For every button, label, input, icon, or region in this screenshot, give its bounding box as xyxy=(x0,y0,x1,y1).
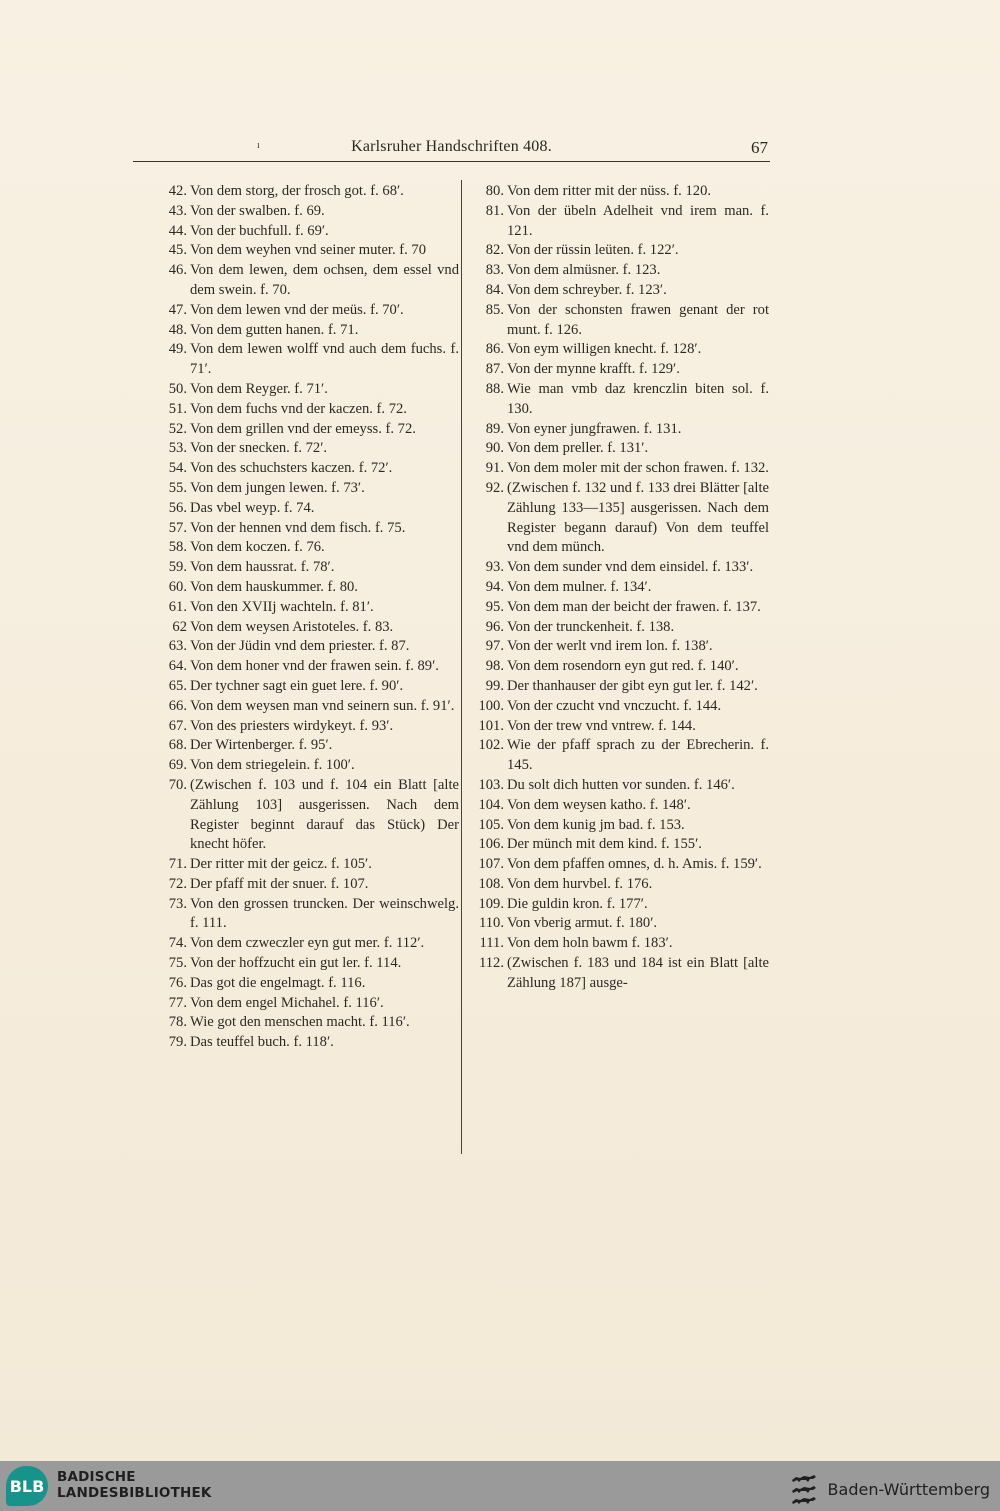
list-item xyxy=(466,301,769,341)
list-item xyxy=(155,1013,459,1033)
list-item xyxy=(466,360,769,380)
list-item xyxy=(155,301,459,321)
item-number: 47. xyxy=(168,301,187,318)
list-item xyxy=(155,420,459,440)
list-item xyxy=(155,637,459,657)
item-text: Von dem mulner. f. 134′. xyxy=(507,578,652,595)
item-number: 92. xyxy=(485,479,504,496)
item-text: Von dem lewen, dem ochsen, dem essel vnd dem swein. f. 70. xyxy=(190,262,459,298)
list-item xyxy=(155,736,459,756)
list-item xyxy=(466,340,769,360)
list-item xyxy=(155,380,459,400)
item-text: Von vberig armut. f. 180′. xyxy=(507,915,658,932)
item-text: Von dem koczen. f. 76. xyxy=(190,539,325,556)
item-number: 60. xyxy=(168,578,187,595)
item-text: Von dem hurvbel. f. 176. xyxy=(507,875,653,892)
item-number: 81. xyxy=(485,202,504,219)
item-text: Von der buchfull. f. 69′. xyxy=(190,222,329,239)
item-text: Das vbel weyp. f. 74. xyxy=(190,499,315,516)
item-number: 91. xyxy=(485,460,504,477)
item-text: Von eyner jungfrawen. f. 131. xyxy=(507,420,682,437)
list-item xyxy=(155,855,459,875)
item-number: 112. xyxy=(479,955,504,972)
list-item xyxy=(466,954,769,994)
item-text: Von dem preller. f. 131′. xyxy=(507,440,649,457)
item-text: Von der werlt vnd irem lon. f. 138′. xyxy=(507,638,713,655)
item-number: 50. xyxy=(168,380,187,397)
item-number: 49. xyxy=(168,341,187,358)
item-number: 83. xyxy=(485,262,504,279)
item-number: 71. xyxy=(168,856,187,873)
item-number: 68. xyxy=(168,737,187,754)
item-text: Von eym willigen knecht. f. 128′. xyxy=(507,341,702,358)
list-item xyxy=(155,954,459,974)
library-name-line1: BADISCHE xyxy=(57,1469,136,1485)
left-column xyxy=(155,182,459,1053)
item-number: 107. xyxy=(478,856,504,873)
list-item xyxy=(155,459,459,479)
list-item xyxy=(466,855,769,875)
item-number: 72. xyxy=(168,875,187,892)
list-item xyxy=(466,914,769,934)
list-item xyxy=(155,519,459,539)
list-item xyxy=(466,202,769,242)
list-item xyxy=(155,261,459,301)
item-text: Die guldin kron. f. 177′. xyxy=(507,895,648,912)
item-text: Von dem weysen katho. f. 148′. xyxy=(507,796,691,813)
state-logo[interactable] xyxy=(790,1473,990,1506)
item-text: Von dem gutten hanen. f. 71. xyxy=(190,321,359,338)
item-number: 102. xyxy=(478,737,504,754)
list-item xyxy=(155,439,459,459)
item-text: Von dem weysen man vnd seinern sun. f. 91′. xyxy=(190,697,455,714)
list-item xyxy=(155,934,459,954)
item-text: (Zwischen f. 132 und f. 133 drei Blätter [alte Zählung 133—135] ausgerissen. Nach dem Register begann darauf) Von dem teuffel vnd dem münch. xyxy=(507,479,769,556)
list-item xyxy=(466,657,769,677)
item-text: Von dem jungen lewen. f. 73′. xyxy=(190,479,365,496)
item-text: Du solt dich hutten vor sunden. f. 146′. xyxy=(507,776,735,793)
item-text: Von den XVIIj wachteln. f. 81′. xyxy=(190,598,374,615)
item-text: Von dem hauskummer. f. 80. xyxy=(190,578,358,595)
item-number: 87. xyxy=(485,361,504,378)
item-text: Von dem schreyber. f. 123′. xyxy=(507,281,667,298)
list-item xyxy=(466,895,769,915)
item-text: Von der mynne krafft. f. 129′. xyxy=(507,361,680,378)
list-item xyxy=(155,618,459,638)
list-item xyxy=(466,182,769,202)
item-number: 110. xyxy=(479,915,504,932)
item-text: Wie got den menschen macht. f. 116′. xyxy=(190,1014,410,1031)
item-number: 46. xyxy=(168,262,187,279)
item-number: 111. xyxy=(479,935,504,952)
library-name-line2: LANDESBIBLIOTHEK xyxy=(57,1485,212,1501)
item-text: Von dem weysen Aristoteles. f. 83. xyxy=(190,618,394,635)
item-number: 76. xyxy=(168,974,187,991)
item-number: 78. xyxy=(168,1014,187,1031)
footer-bar xyxy=(0,1461,1000,1511)
item-number: 51. xyxy=(168,400,187,417)
item-number: 98. xyxy=(485,658,504,675)
item-text: Von dem czweczler eyn gut mer. f. 112′. xyxy=(190,935,425,952)
page-number: 67 xyxy=(751,138,768,157)
list-item xyxy=(466,420,769,440)
list-item xyxy=(155,875,459,895)
item-text: Von der übeln Adelheit vnd irem man. f. 121. xyxy=(507,202,769,239)
item-number: 99. xyxy=(485,677,504,694)
item-number: 96. xyxy=(485,618,504,635)
item-number: 48. xyxy=(168,321,187,338)
item-text: Von dem Reyger. f. 71′. xyxy=(190,380,328,397)
list-item xyxy=(155,241,459,261)
header-rule xyxy=(133,161,770,162)
list-item xyxy=(466,459,769,479)
item-number: 45. xyxy=(168,242,187,259)
list-item xyxy=(155,578,459,598)
item-number: 103. xyxy=(478,776,504,793)
item-text: Von dem kunig jm bad. f. 153. xyxy=(507,816,685,833)
item-number: 55. xyxy=(168,479,187,496)
item-text: Von dem holn bawm f. 183′. xyxy=(507,935,673,952)
item-number: 44. xyxy=(168,222,187,239)
list-item xyxy=(155,340,459,380)
item-number: 75. xyxy=(168,955,187,972)
item-text: Der münch mit dem kind. f. 155′. xyxy=(507,836,702,853)
item-text: Von dem ritter mit der nüss. f. 120. xyxy=(507,183,712,199)
item-number: 56. xyxy=(168,499,187,516)
header-mark: ı xyxy=(257,140,260,151)
item-number: 95. xyxy=(485,598,504,615)
list-item xyxy=(466,677,769,697)
item-text: Von der schonsten frawen genant der rot munt. f. 126. xyxy=(507,301,769,338)
item-number: 101. xyxy=(478,717,504,734)
list-item xyxy=(466,816,769,836)
item-number: 43. xyxy=(168,202,187,219)
item-number: 66. xyxy=(168,697,187,714)
item-number: 106. xyxy=(478,836,504,853)
item-text: Von dem almüsner. f. 123. xyxy=(507,262,661,279)
item-number: 100. xyxy=(478,697,504,714)
item-text: Das teuffel buch. f. 118′. xyxy=(190,1034,334,1051)
item-number: 88. xyxy=(485,380,504,397)
item-text: Der thanhauser der gibt eyn gut ler. f. 142′. xyxy=(507,677,758,694)
item-text: Von dem honer vnd der frawen sein. f. 89′. xyxy=(190,658,439,675)
item-number: 97. xyxy=(485,638,504,655)
item-number: 90. xyxy=(485,440,504,457)
item-text: Der Wirtenberger. f. 95′. xyxy=(190,737,333,754)
item-number: 105. xyxy=(478,816,504,833)
item-text: Von des priesters wirdykeyt. f. 93′. xyxy=(190,717,394,734)
list-item xyxy=(155,400,459,420)
list-item xyxy=(466,618,769,638)
list-item xyxy=(466,558,769,578)
item-text: (Zwischen f. 103 und f. 104 ein Blatt [alte Zählung 103] ausgerissen. Nach dem Register beginnt darauf das Stück) Der knecht höfer. xyxy=(190,776,459,853)
column-divider xyxy=(461,180,462,1154)
list-item xyxy=(155,717,459,737)
item-number: 69. xyxy=(168,757,187,774)
list-item xyxy=(466,261,769,281)
item-number: 84. xyxy=(485,281,504,298)
list-item xyxy=(466,439,769,459)
item-text: Wie man vmb daz krenczlin biten sol. f. 130. xyxy=(507,380,769,417)
list-item xyxy=(466,241,769,261)
item-number: 61. xyxy=(168,598,187,615)
item-text: Von dem engel Michahel. f. 116′. xyxy=(190,994,384,1011)
item-number: 86. xyxy=(485,341,504,358)
list-item xyxy=(466,835,769,855)
list-item xyxy=(155,222,459,242)
item-text: Der ritter mit der geicz. f. 105′. xyxy=(190,856,372,873)
list-item xyxy=(466,776,769,796)
state-name: Baden-Württemberg xyxy=(827,1480,990,1499)
item-text: Von der swalben. f. 69. xyxy=(190,202,325,219)
item-text: Von des schuchsters kaczen. f. 72′. xyxy=(190,460,393,477)
item-text: Wie der pfaff sprach zu der Ebrecherin. f. 145. xyxy=(507,737,769,774)
list-item xyxy=(155,895,459,935)
item-number: 70. xyxy=(168,776,187,793)
item-number: 93. xyxy=(485,559,504,576)
list-item xyxy=(466,697,769,717)
item-number: 82. xyxy=(485,242,504,259)
item-text: Der pfaff mit der snuer. f. 107. xyxy=(190,875,369,892)
item-number: 63. xyxy=(168,638,187,655)
list-item xyxy=(155,538,459,558)
list-item xyxy=(155,657,459,677)
list-item xyxy=(155,321,459,341)
item-number: 53. xyxy=(168,440,187,457)
item-number: 64. xyxy=(168,658,187,675)
item-text: Von dem sunder vnd dem einsidel. f. 133′. xyxy=(507,559,754,576)
item-number: 104. xyxy=(478,796,504,813)
list-item xyxy=(155,994,459,1014)
list-item xyxy=(466,380,769,420)
item-number: 80. xyxy=(485,183,504,199)
list-item xyxy=(155,558,459,578)
item-text: Von dem moler mit der schon frawen. f. 132. xyxy=(507,460,769,477)
blb-badge-text: BLB xyxy=(9,1476,45,1496)
list-item xyxy=(466,479,769,558)
item-text: Das got die engelmagt. f. 116. xyxy=(190,974,366,991)
library-name[interactable] xyxy=(57,1469,212,1501)
item-text: Der tychner sagt ein guet lere. f. 90′. xyxy=(190,677,404,694)
item-number: 42. xyxy=(168,183,187,199)
running-header xyxy=(133,138,770,160)
item-number: 62 xyxy=(172,618,187,635)
item-number: 67. xyxy=(168,717,187,734)
item-text: Von dem lewen wolff vnd auch dem fuchs. f. 71′. xyxy=(190,341,459,378)
item-number: 74. xyxy=(168,935,187,952)
list-item xyxy=(466,934,769,954)
item-number: 73. xyxy=(168,895,187,912)
list-item xyxy=(155,499,459,519)
item-number: 79. xyxy=(168,1034,187,1051)
item-text: Von der snecken. f. 72′. xyxy=(190,440,328,457)
item-text: Von dem pfaffen omnes, d. h. Amis. f. 159′. xyxy=(507,856,762,873)
item-text: Von dem fuchs vnd der kaczen. f. 72. xyxy=(190,400,407,417)
item-text: Von dem grillen vnd der emeyss. f. 72. xyxy=(190,420,416,437)
list-item xyxy=(466,736,769,776)
list-item xyxy=(155,202,459,222)
lions-crest-icon xyxy=(790,1473,818,1506)
list-item xyxy=(155,182,459,202)
item-number: 54. xyxy=(168,460,187,477)
item-text: (Zwischen f. 183 und 184 ist ein Blatt [alte Zählung 187] ausge- xyxy=(507,955,769,991)
blb-logo-icon[interactable] xyxy=(6,1466,48,1506)
item-text: Von dem striegelein. f. 100′. xyxy=(190,757,355,774)
item-text: Von dem storg, der frosch got. f. 68′. xyxy=(190,183,404,199)
list-item xyxy=(155,1033,459,1053)
item-number: 94. xyxy=(485,578,504,595)
right-column xyxy=(466,182,769,994)
item-number: 59. xyxy=(168,559,187,576)
list-item xyxy=(466,796,769,816)
item-text: Von dem lewen vnd der meüs. f. 70′. xyxy=(190,301,404,318)
item-text: Von der hennen vnd dem fisch. f. 75. xyxy=(190,519,406,536)
list-item xyxy=(155,756,459,776)
item-text: Von der Jüdin vnd dem priester. f. 87. xyxy=(190,638,410,655)
list-item xyxy=(466,875,769,895)
item-text: Von der hoffzucht ein gut ler. f. 114. xyxy=(190,955,402,972)
list-item xyxy=(466,281,769,301)
item-text: Von der rüssin leüten. f. 122′. xyxy=(507,242,679,259)
list-item xyxy=(155,598,459,618)
list-item xyxy=(155,974,459,994)
list-item xyxy=(466,717,769,737)
list-item xyxy=(155,776,459,855)
item-number: 89. xyxy=(485,420,504,437)
item-number: 77. xyxy=(168,994,187,1011)
item-number: 58. xyxy=(168,539,187,556)
item-text: Von der czucht vnd vnczucht. f. 144. xyxy=(507,697,722,714)
item-text: Von dem weyhen vnd seiner muter. f. 70 xyxy=(190,242,427,259)
header-title: Karlsruher Handschriften 408. xyxy=(351,138,552,155)
list-item xyxy=(466,598,769,618)
item-text: Von den grossen truncken. Der weinschwelg. f. 111. xyxy=(190,895,459,932)
item-number: 65. xyxy=(168,677,187,694)
item-number: 109. xyxy=(478,895,504,912)
list-item xyxy=(466,578,769,598)
item-number: 57. xyxy=(168,519,187,536)
list-item xyxy=(155,697,459,717)
list-item xyxy=(155,677,459,697)
item-text: Von dem rosendorn eyn gut red. f. 140′. xyxy=(507,658,739,675)
item-number: 108. xyxy=(478,875,504,892)
list-item xyxy=(466,637,769,657)
item-text: Von der trew vnd vntrew. f. 144. xyxy=(507,717,696,734)
item-number: 52. xyxy=(168,420,187,437)
item-text: Von dem man der beicht der frawen. f. 137. xyxy=(507,598,761,615)
item-number: 85. xyxy=(485,301,504,318)
item-text: Von dem haussrat. f. 78′. xyxy=(190,559,335,576)
item-text: Von der trunckenheit. f. 138. xyxy=(507,618,675,635)
list-item xyxy=(155,479,459,499)
